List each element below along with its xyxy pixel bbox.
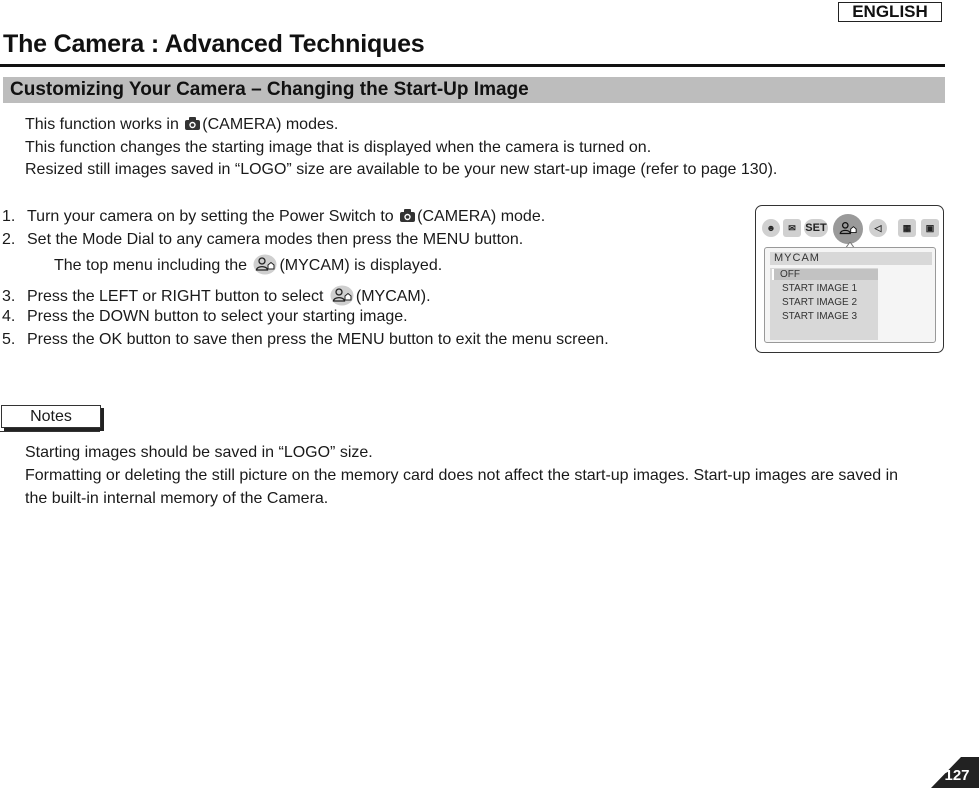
lcd-screen (764, 247, 936, 343)
intro-line-1-post: (CAMERA) modes. (202, 116, 339, 133)
notes-line-3: the built-in internal memory of the Camera. (25, 490, 329, 507)
step-4 (2, 308, 408, 326)
page-title: The Camera : Advanced Techniques (3, 30, 425, 58)
step-4-text: Press the DOWN button to select your starting image. (27, 308, 408, 325)
step-5-number: 5. (2, 331, 16, 348)
intro-line-3: Resized still images saved in “LOGO” size are available to be your new start-up image (refer to page 130). (25, 161, 778, 178)
camera-lcd-illustration (755, 205, 944, 353)
intro-line-1 (25, 116, 338, 134)
notes-line-2: Formatting or deleting the still picture on the memory card does not affect the start-up images. Start-up images are saved in (25, 467, 899, 484)
step-3-pre: Press the LEFT or RIGHT button to select (27, 288, 324, 305)
mycam-icon (330, 285, 354, 306)
face-icon: ☻ (762, 219, 780, 237)
notes-line-1: Starting images should be saved in “LOGO” size. (25, 444, 373, 461)
camera-icon (184, 116, 201, 131)
notes-tab: Notes (1, 405, 101, 428)
section-title: Customizing Your Camera – Changing the Start-Up Image (10, 79, 529, 100)
lcd-menu-item: START IMAGE 3 (782, 311, 858, 322)
intro-line-2: This function changes the starting image that is displayed when the camera is turned on. (25, 139, 652, 156)
lcd-menu-list (770, 268, 878, 340)
step-5 (2, 331, 609, 349)
lcd-menu-item-off: OFF (772, 269, 878, 280)
step-2 (2, 231, 523, 249)
lcd-menu-item: START IMAGE 1 (782, 283, 858, 294)
step-3-number: 3. (2, 288, 16, 305)
step-2-text: Set the Mode Dial to any camera modes then press the MENU button. (27, 231, 524, 248)
set-icon: SET (804, 219, 828, 237)
notes-underline (0, 431, 100, 432)
lcd-menu-header: MYCAM (770, 252, 932, 265)
step-3-post: (MYCAM). (355, 288, 431, 305)
step-1-pre: Turn your camera on by setting the Power Switch to (27, 208, 394, 225)
lcd-menu-item: START IMAGE 2 (782, 297, 858, 308)
card-icon: ▣ (921, 219, 939, 237)
step-2-sub-post: (MYCAM) is displayed. (279, 257, 443, 274)
step-2-sub-pre: The top menu including the (54, 257, 248, 274)
sound-icon: ◁ (869, 219, 887, 237)
mycam-menu-icon (833, 214, 863, 244)
step-1 (2, 208, 545, 226)
step-1-number: 1. (2, 208, 16, 225)
camera-icon (399, 208, 416, 223)
title-divider (0, 64, 945, 67)
step-1-post: (CAMERA) mode. (417, 208, 546, 225)
mail-icon: ✉ (783, 219, 801, 237)
page-number: 127 (944, 767, 970, 784)
mycam-icon (253, 254, 277, 275)
language-badge: ENGLISH (838, 2, 942, 22)
step-2-number: 2. (2, 231, 16, 248)
step-3 (2, 285, 431, 306)
intro-line-1-pre: This function works in (25, 116, 179, 133)
step-5-text: Press the OK button to save then press the MENU button to exit the menu screen. (27, 331, 609, 348)
grid-icon: ▦ (898, 219, 916, 237)
step-2-sub (54, 254, 442, 275)
step-4-number: 4. (2, 308, 16, 325)
